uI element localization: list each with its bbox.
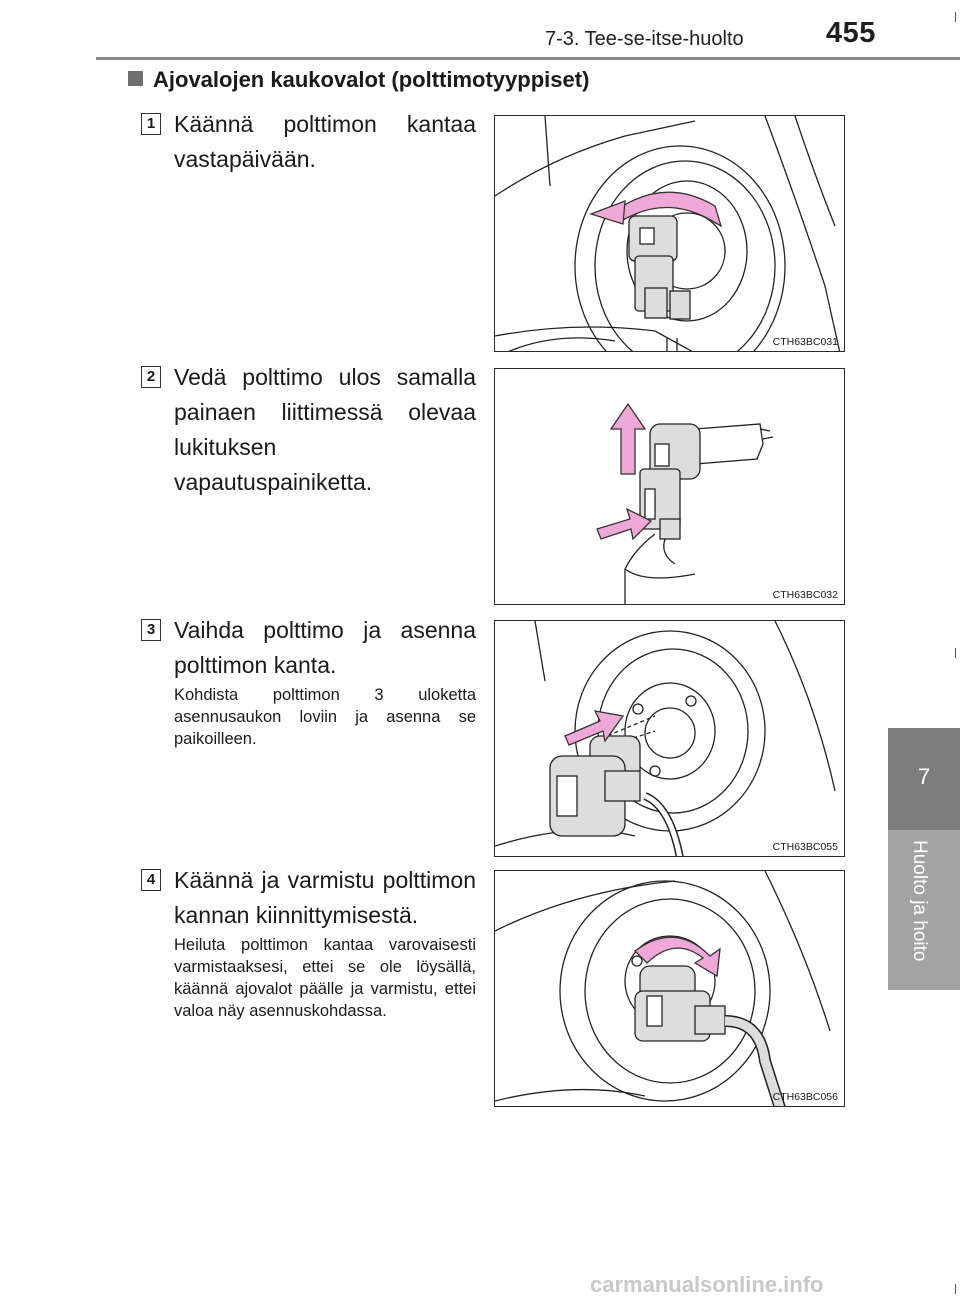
watermark-text: carmanualsonline.info bbox=[590, 1272, 824, 1297]
bulb-check-illustration bbox=[495, 871, 845, 1107]
step-illustration bbox=[494, 870, 845, 1107]
step-number-badge: 3 bbox=[141, 619, 161, 641]
procedure-heading bbox=[128, 67, 589, 93]
step-illustration bbox=[494, 115, 845, 352]
crop-mark bbox=[955, 648, 956, 658]
chapter-number: 7 bbox=[917, 764, 931, 789]
step-title: Vaihda polttimo ja asenna polttimon kanta. bbox=[174, 617, 476, 678]
step-number-badge: 2 bbox=[141, 366, 161, 388]
chapter-title: Huolto ja hoito bbox=[909, 840, 930, 962]
crop-mark bbox=[955, 12, 956, 22]
crop-mark bbox=[955, 1284, 956, 1294]
step-title: Käännä ja varmistu polttimon kannan kiinnittymisestä. bbox=[174, 867, 476, 928]
figure-code: CTH63BC032 bbox=[772, 589, 838, 601]
square-bullet-icon bbox=[128, 71, 143, 86]
chapter-tab bbox=[888, 728, 960, 830]
figure-code: CTH63BC056 bbox=[772, 1091, 838, 1103]
header-rule bbox=[96, 57, 960, 60]
step-number-badge: 1 bbox=[141, 113, 161, 135]
page-number: 455 bbox=[826, 17, 876, 49]
bulb-installation-illustration bbox=[495, 621, 845, 857]
bulb-socket-turn-illustration bbox=[495, 116, 845, 352]
step-note: Heiluta polttimon kantaa varovaisesti varmistaaksesi, ettei se ole löysällä, käännä ajovalot päälle ja varmistu, ettei valoa näy asennuskohdassa. bbox=[174, 936, 476, 1020]
step-title: Käännä polttimon kantaa vastapäivään. bbox=[174, 111, 476, 172]
figure-code: CTH63BC055 bbox=[772, 841, 838, 853]
step-number-badge: 4 bbox=[141, 869, 161, 891]
bulb-removal-illustration bbox=[495, 369, 845, 605]
procedure-heading-text: Ajovalojen kaukovalot (polttimotyyppiset) bbox=[153, 67, 590, 92]
figure-code: CTH63BC031 bbox=[772, 336, 838, 348]
step-title: Vedä polttimo ulos samalla painaen liittimessä olevaa lukituksen vapautuspainiketta. bbox=[174, 364, 476, 495]
step-illustration bbox=[494, 620, 845, 857]
section-title: 7-3. Tee-se-itse-huolto bbox=[545, 28, 744, 50]
step-illustration bbox=[494, 368, 845, 605]
step-note: Kohdista polttimon 3 uloketta asennusaukon loviin ja asenna se paikoilleen. bbox=[174, 686, 476, 748]
